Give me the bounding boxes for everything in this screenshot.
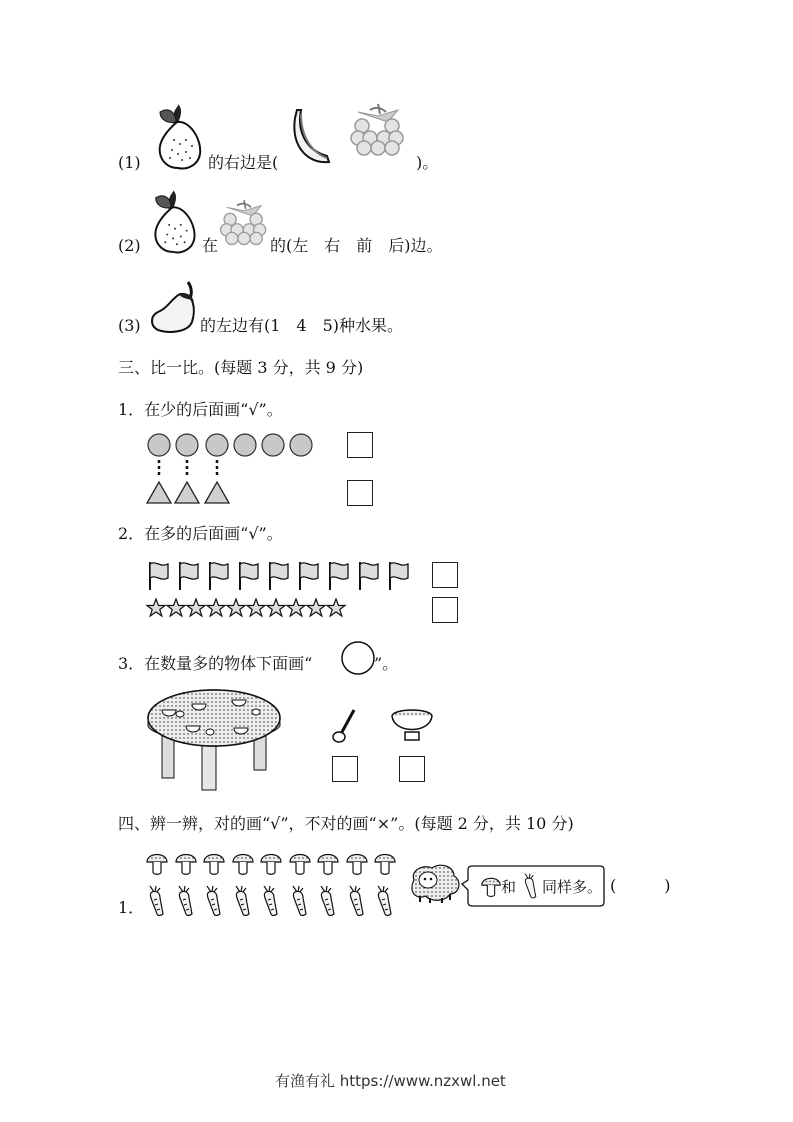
circle-mark-icon <box>340 640 376 676</box>
answer-box-bowls[interactable] <box>399 756 425 782</box>
triangles-row <box>146 480 236 504</box>
q1-number: (1) <box>118 153 141 172</box>
answer-box-flags[interactable] <box>432 562 458 588</box>
section4-title: 四、辨一辨，对的画“√”，不对的画“×”。(每题 2 分，共 10 分) <box>118 814 574 833</box>
q2-text: 的(左 右 前 后)边。 <box>270 236 443 255</box>
answer-box-stars[interactable] <box>432 597 458 623</box>
ball-icon <box>262 434 284 456</box>
triangle-icon <box>205 482 229 503</box>
ball-icon <box>148 434 170 456</box>
mushroom-icon <box>480 876 502 898</box>
bubble-he: 和 <box>501 878 517 896</box>
section4-item1-num: 1． <box>118 898 145 917</box>
carrots-row <box>146 884 402 918</box>
section3-title: 三、比一比。(每题 3 分，共 9 分) <box>118 358 364 377</box>
q2-number: (2) <box>118 236 141 255</box>
bubble-tail-text: 同样多。 <box>542 878 603 896</box>
dotted-connectors <box>146 460 236 478</box>
pear-icon <box>150 100 210 172</box>
ball-icon <box>290 434 312 456</box>
triangle-icon <box>147 482 171 503</box>
section3-item2: 2．在多的后面画“√”。 <box>118 524 283 543</box>
stars-row <box>146 598 356 618</box>
ball-icon <box>176 434 198 456</box>
answer-box-spoons[interactable] <box>332 756 358 782</box>
sheep-icon <box>406 862 462 904</box>
grapes-icon <box>348 100 408 158</box>
mushrooms-row <box>146 852 402 876</box>
ball-icon <box>206 434 228 456</box>
answer-paren[interactable]: ( ) <box>610 876 671 895</box>
eggplant-icon <box>150 280 198 334</box>
ball-icon <box>234 434 256 456</box>
footer-watermark: 有渔有礼 https://www.nzxwl.net <box>275 1072 506 1090</box>
section3-item3-a: 3．在数量多的物体下面画“ <box>118 654 313 673</box>
bowl-icon <box>390 708 434 744</box>
q3-number: (3) <box>118 316 141 335</box>
q3-text: 的左边有(1 4 5)种水果。 <box>200 316 404 335</box>
section3-item1: 1．在少的后面画“√”。 <box>118 400 283 419</box>
circles-row <box>146 432 296 458</box>
triangle-icon <box>175 482 199 503</box>
grapes-icon <box>218 196 270 248</box>
q1-text-a: 的右边是( <box>208 153 279 172</box>
table-illustration <box>146 688 286 792</box>
carrot-icon <box>520 872 540 900</box>
answer-box-circles[interactable] <box>347 432 373 458</box>
section3-item3-b: ”。 <box>374 654 399 673</box>
spoon-icon <box>330 708 358 744</box>
q2-zai: 在 <box>202 236 219 255</box>
banana-icon <box>287 106 333 166</box>
flags-row <box>146 560 421 592</box>
answer-box-triangles[interactable] <box>347 480 373 506</box>
q1-text-b: )。 <box>416 153 439 172</box>
pear-icon <box>146 186 204 256</box>
